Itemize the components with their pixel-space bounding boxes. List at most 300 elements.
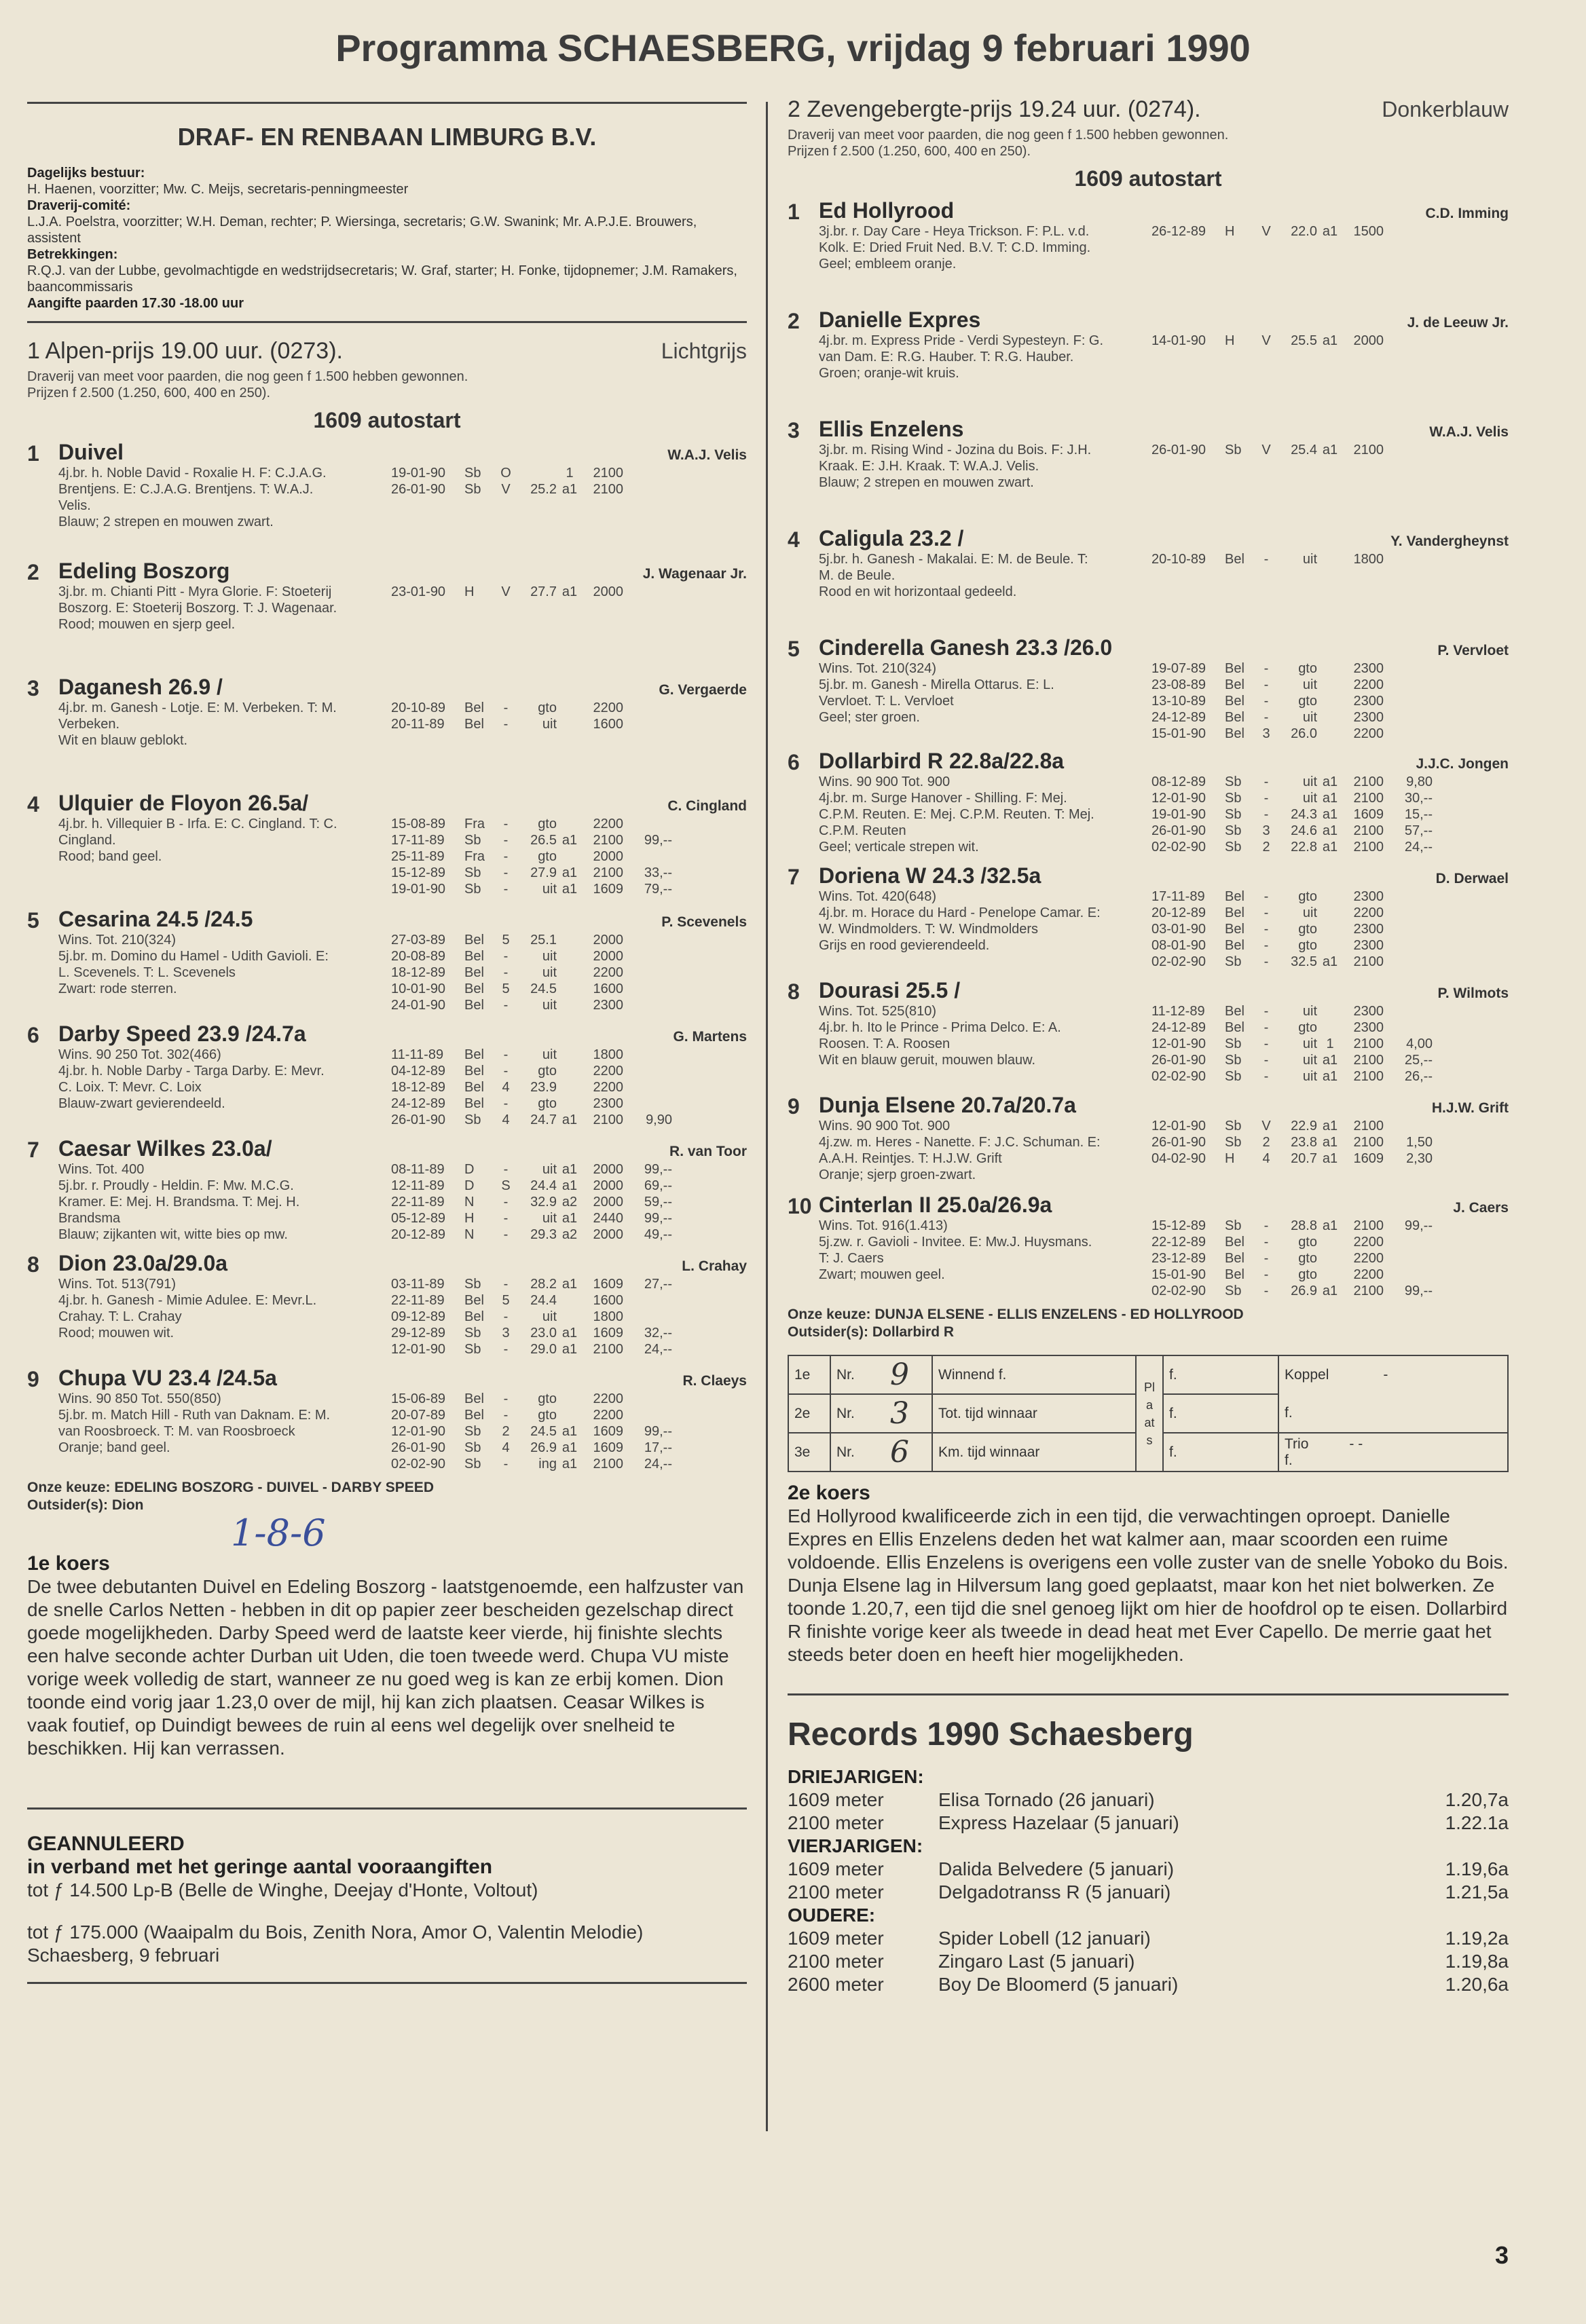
horse-name: Darby Speed 23.9 /24.7a xyxy=(58,1022,306,1046)
form-cell: 2100 xyxy=(593,482,623,497)
horse-form xyxy=(1151,1003,1509,1085)
left-column xyxy=(27,102,747,2324)
horse-details xyxy=(819,551,1509,600)
form-cell: 02-02-90 xyxy=(1151,1069,1206,1084)
form-cell: 12-01-90 xyxy=(391,1342,446,1357)
form-cell: - xyxy=(503,700,509,715)
form-cell: 18-12-89 xyxy=(391,965,446,980)
horse-header xyxy=(819,1193,1509,1218)
form-row xyxy=(391,481,747,498)
form-cell: 2200 xyxy=(1353,1251,1384,1266)
form-cell: Bel xyxy=(1225,726,1244,741)
form-cell: a1 xyxy=(1322,791,1338,806)
form-row xyxy=(1151,1150,1509,1167)
race1-conditions-line: Draverij van meet voor paarden, die nog geen f 1.500 hebben gewonnen. xyxy=(27,369,468,384)
form-cell: Sb xyxy=(464,1424,481,1439)
race2-comment: Ed Hollyrood kwalificeerde zich in een tijd, die verwachtingen oproept. Danielle Expres en Ellis Enzelens deden het wat kalmer aan, maar scoorden een ruime voldoende. Ellis Enzelens is overigens een volle zuster van de snelle Yoboko du Bois. Dunja Elsene lag in Hilversum lang goed geplaatst, maar kon het niet bolwerken. Ze toonde 1.20,7, een tijd die snel genoeg lijkt om hier de hoofdrol op te eisen. Dollarbird R finishte vorige keer als tweede in dead heat met Ever Capello. De merrie gaat het steeds beter doen en heeft hier mogelijkheden. xyxy=(788,1505,1509,1665)
record-holder: Boy De Bloomerd (5 januari) xyxy=(938,1974,1179,1995)
form-cell: 2 xyxy=(1262,1135,1270,1150)
results-row xyxy=(788,1355,1508,1394)
horse-entry xyxy=(27,440,747,530)
horse-details xyxy=(819,1003,1509,1085)
form-cell: a1 xyxy=(561,1162,578,1177)
form-cell: Sb xyxy=(1225,840,1242,855)
form-row xyxy=(391,932,747,948)
race2-keuze xyxy=(788,1306,1509,1341)
result-label: Tot. tijd winnaar xyxy=(932,1394,1136,1433)
form-cell: a1 xyxy=(561,1178,578,1193)
horse-info-line: Wins. Tot. 400 xyxy=(58,1162,145,1177)
form-cell: - xyxy=(503,998,509,1013)
form-cell xyxy=(1384,888,1433,905)
horse-header xyxy=(819,417,1509,442)
horse-details xyxy=(819,223,1509,272)
form-cell: - xyxy=(1264,710,1269,725)
form-cell xyxy=(557,716,583,732)
form-cell: 09-12-89 xyxy=(391,1309,446,1324)
form-cell: Bel xyxy=(1225,552,1244,567)
handwritten-note: 1-8-6 xyxy=(231,1512,326,1554)
form-cell xyxy=(557,1391,583,1407)
form-cell: - xyxy=(1264,1069,1269,1084)
form-cell xyxy=(1317,1003,1343,1019)
form-row xyxy=(391,948,747,964)
form-cell: uit xyxy=(1302,1069,1317,1084)
horse-details xyxy=(819,442,1509,491)
form-cell: 2100 xyxy=(1353,1036,1384,1051)
form-cell: 26.5 xyxy=(530,833,557,848)
form-cell: 26-01-90 xyxy=(1151,823,1206,838)
horse-name: Dion 23.0a/29.0a xyxy=(58,1251,228,1275)
horse-info-line: Kraak. E: J.H. Kraak. T: W.A.J. Velis. xyxy=(819,459,1039,474)
horse-form xyxy=(1151,442,1509,491)
form-cell: a1 xyxy=(1322,823,1338,838)
form-cell: gto xyxy=(1298,1251,1317,1266)
horse-body xyxy=(819,198,1509,272)
horse-details xyxy=(819,1218,1509,1299)
form-cell xyxy=(557,948,583,964)
form-cell: 2000 xyxy=(593,949,623,964)
form-cell: - xyxy=(1264,938,1269,953)
form-cell: - xyxy=(503,1096,509,1111)
horse-info-line: Brentjens. E: C.J.A.G. Brentjens. T: W.A.J. xyxy=(58,482,314,497)
form-cell: V xyxy=(501,482,511,497)
race2-comment-title: 2e koers xyxy=(788,1482,870,1504)
form-cell: 24-01-90 xyxy=(391,998,446,1013)
horse-name: Edeling Boszorg xyxy=(58,559,230,583)
form-cell: a1 xyxy=(561,1277,578,1292)
horse-body xyxy=(819,635,1509,742)
form-cell: gto xyxy=(1298,694,1317,709)
horse-info-line: Blauw; zijkanten wit, witte bies op mw. xyxy=(58,1227,288,1242)
horse-form xyxy=(1151,551,1509,600)
horse-info-line: 4j.zw. m. Heres - Nanette. F: J.C. Schuman. E: xyxy=(819,1135,1101,1150)
result-label: Km. tijd winnaar xyxy=(932,1433,1136,1472)
horse-info xyxy=(819,774,1151,855)
form-cell: Sb xyxy=(464,482,481,497)
form-cell: 26-01-90 xyxy=(391,482,446,497)
plaats-value: f. xyxy=(1163,1355,1278,1394)
form-cell: 59,-- xyxy=(644,1195,672,1210)
horse-details xyxy=(819,333,1509,381)
horse-info xyxy=(819,1118,1151,1183)
form-cell: 19-01-90 xyxy=(1151,807,1206,822)
form-cell: 10-01-90 xyxy=(391,981,446,996)
form-cell: a1 xyxy=(1322,1218,1338,1233)
form-cell: 1500 xyxy=(1353,224,1384,239)
form-cell: Bel xyxy=(464,1293,484,1308)
form-cell: uit xyxy=(542,1162,557,1177)
form-cell: 2300 xyxy=(1353,889,1384,904)
page-title: Programma SCHAESBERG, vrijdag 9 februari 1990 xyxy=(335,26,1251,69)
form-cell: a1 xyxy=(1322,954,1338,969)
horse-info-line: 4j.br. h. Villequier B - Irfa. E: C. Cingland. T: C. xyxy=(58,817,337,831)
form-cell: 17-11-89 xyxy=(1151,889,1205,904)
rule xyxy=(27,1807,747,1810)
form-cell xyxy=(1384,1019,1433,1036)
form-cell: 03-11-89 xyxy=(391,1277,445,1292)
form-row xyxy=(391,1194,747,1210)
form-cell: 26.0 xyxy=(1291,726,1317,741)
horse-name: Ulquier de Floyon 26.5a/ xyxy=(58,791,309,815)
form-row xyxy=(391,964,747,981)
horse-body xyxy=(819,749,1509,855)
form-row xyxy=(391,1456,747,1472)
form-cell: - xyxy=(503,1457,509,1472)
horse-number: 4 xyxy=(27,792,39,817)
horse-details xyxy=(58,584,747,633)
form-cell: - xyxy=(503,1277,509,1292)
horse-entry xyxy=(27,559,747,633)
form-cell: uit xyxy=(1302,552,1317,567)
form-cell: 4 xyxy=(502,1080,510,1095)
form-cell: a1 xyxy=(561,1112,578,1127)
form-cell: 4 xyxy=(1262,1151,1270,1166)
horse-header xyxy=(819,526,1509,551)
form-cell: - xyxy=(1264,677,1269,692)
form-cell: 15-06-89 xyxy=(391,1391,446,1406)
form-cell: 32.5 xyxy=(1291,954,1317,969)
record-row xyxy=(788,1927,1509,1950)
form-cell: 24.4 xyxy=(530,1293,557,1308)
form-cell: 27-03-89 xyxy=(391,933,446,948)
organization-name: DRAF- EN RENBAAN LIMBURG B.V. xyxy=(177,123,597,151)
records-list xyxy=(788,1765,1509,1996)
form-cell: Sb xyxy=(1225,823,1242,838)
cancelled-line-3: Schaesberg, 9 februari xyxy=(27,1945,220,1966)
race1-color: Lichtgrijs xyxy=(661,339,747,363)
form-cell: 02-02-90 xyxy=(391,1457,446,1472)
form-cell: 2300 xyxy=(1353,710,1384,725)
form-row xyxy=(1151,223,1509,240)
form-cell: - xyxy=(503,1211,509,1226)
form-cell: 12-01-90 xyxy=(1151,1036,1206,1051)
form-cell: 32,-- xyxy=(644,1326,672,1341)
form-cell: gto xyxy=(538,849,557,864)
form-cell: Bel xyxy=(1225,1004,1244,1019)
horse-info-line: Wins. Tot. 210(324) xyxy=(819,661,937,676)
form-row xyxy=(1151,1052,1509,1068)
form-cell: 25.2 xyxy=(530,482,557,497)
records-group-title: OUDERE: xyxy=(788,1905,876,1926)
horse-driver: R. van Toor xyxy=(669,1144,747,1159)
form-cell xyxy=(557,1309,583,1325)
form-cell: - xyxy=(503,1195,509,1210)
plaats-value: f. xyxy=(1163,1394,1278,1433)
race1-prizes: Prijzen f 2.500 (1.250, 600, 400 en 250). xyxy=(27,386,271,400)
form-cell: 99,-- xyxy=(1404,1283,1433,1298)
form-cell: Sb xyxy=(1225,791,1242,806)
form-cell: a1 xyxy=(561,882,578,897)
form-cell xyxy=(623,964,672,981)
form-cell: 4,00 xyxy=(1406,1036,1433,1051)
horse-header xyxy=(58,1251,747,1276)
form-cell: 2100 xyxy=(593,466,623,481)
form-cell: - xyxy=(503,1391,509,1406)
horse-driver: Y. Vandergheynst xyxy=(1390,533,1509,549)
form-cell: 19-01-90 xyxy=(391,882,446,897)
form-cell xyxy=(1384,551,1433,567)
horse-number: 5 xyxy=(27,908,39,933)
horse-info-line: Oranje; band geel. xyxy=(58,1440,170,1455)
form-cell: 20-10-89 xyxy=(1151,552,1206,567)
record-row xyxy=(788,1858,1509,1881)
form-row xyxy=(391,1210,747,1226)
form-cell: 99,-- xyxy=(644,1162,672,1177)
horse-header xyxy=(819,978,1509,1003)
form-cell: 2300 xyxy=(1353,1020,1384,1035)
horse-body xyxy=(58,791,747,897)
form-cell xyxy=(1384,937,1433,954)
form-cell: 20-07-89 xyxy=(391,1408,446,1423)
form-cell xyxy=(623,948,672,964)
form-cell: uit xyxy=(1302,677,1317,692)
horse-name: Caligula 23.2 / xyxy=(819,526,964,550)
form-row xyxy=(391,1309,747,1325)
horse-form xyxy=(1151,888,1509,970)
form-cell: 2000 xyxy=(593,1162,623,1177)
horse-name: Cesarina 24.5 /24.5 xyxy=(58,907,253,931)
form-cell: - xyxy=(1264,1004,1269,1019)
records-title: Records 1990 Schaesberg xyxy=(788,1717,1194,1753)
form-row xyxy=(391,1440,747,1456)
horse-driver: W.A.J. Velis xyxy=(1429,424,1509,440)
form-cell: Sb xyxy=(464,1112,481,1127)
horse-driver: L. Crahay xyxy=(682,1258,747,1274)
form-cell: Sb xyxy=(464,1342,481,1357)
horse-body xyxy=(819,526,1509,600)
form-cell: 2300 xyxy=(593,998,623,1013)
horse-body xyxy=(58,1251,747,1357)
horse-info xyxy=(819,1003,1151,1085)
rule xyxy=(27,1982,747,1984)
form-cell: 2200 xyxy=(1353,726,1384,741)
form-cell: a1 xyxy=(561,584,578,599)
form-cell: 32.9 xyxy=(530,1195,557,1210)
form-cell: 12-01-90 xyxy=(1151,1119,1206,1133)
form-cell: 20-11-89 xyxy=(391,717,445,732)
form-cell: 24.3 xyxy=(1291,807,1317,822)
form-cell: - xyxy=(503,817,509,831)
form-cell: Bel xyxy=(1225,1235,1244,1250)
horse-details xyxy=(819,888,1509,970)
form-cell: - xyxy=(503,1047,509,1062)
form-cell: 02-02-90 xyxy=(1151,954,1206,969)
horse-info xyxy=(58,465,391,530)
horse-details xyxy=(819,660,1509,742)
form-row xyxy=(1151,1283,1509,1299)
horse-info-line: 4j.br. m. Horace du Hard - Penelope Camar. E: xyxy=(819,905,1101,920)
form-cell: 3 xyxy=(1262,823,1270,838)
horse-form xyxy=(391,584,747,633)
horse-info xyxy=(819,333,1151,381)
outsider: Outsider(s): Dion xyxy=(27,1497,144,1513)
form-cell: 20-10-89 xyxy=(391,700,446,715)
horse-driver: H.J.W. Grift xyxy=(1431,1100,1509,1116)
horse-info-line: Roosen. T: A. Roosen xyxy=(819,1036,951,1051)
horse-entry xyxy=(788,863,1509,970)
form-cell xyxy=(623,465,672,481)
form-cell: gto xyxy=(1298,922,1317,937)
form-cell: 2300 xyxy=(1353,922,1384,937)
form-cell: 2100 xyxy=(1353,954,1384,969)
horse-number: 2 xyxy=(788,309,800,333)
form-cell: Bel xyxy=(464,1064,484,1079)
record-distance: 2100 meter xyxy=(788,1951,884,1972)
form-cell xyxy=(557,1292,583,1309)
form-cell: 24.6 xyxy=(1291,823,1317,838)
horse-info-line: Wins. 90 850 Tot. 550(850) xyxy=(58,1391,221,1406)
form-cell: 22-12-89 xyxy=(1151,1235,1206,1250)
horse-entry xyxy=(27,675,747,749)
horse-details xyxy=(58,700,747,749)
form-cell xyxy=(623,1063,672,1079)
form-cell: 33,-- xyxy=(644,865,672,880)
form-cell: Bel xyxy=(464,1408,484,1423)
form-cell: 29-12-89 xyxy=(391,1326,446,1341)
form-cell: 2100 xyxy=(1353,1053,1384,1068)
form-cell xyxy=(1384,693,1433,709)
form-cell: Sb xyxy=(1225,774,1242,789)
form-cell xyxy=(557,1095,583,1112)
record-row xyxy=(788,1881,1509,1904)
form-cell: 4 xyxy=(502,1440,510,1455)
horse-name: Chupa VU 23.4 /24.5a xyxy=(58,1366,277,1390)
form-cell: 29.0 xyxy=(530,1342,557,1357)
horse-body xyxy=(58,559,747,633)
form-cell: a1 xyxy=(561,1342,578,1357)
form-cell: - xyxy=(1264,1053,1269,1068)
form-cell: - xyxy=(1264,807,1269,822)
form-cell: 3 xyxy=(502,1326,510,1341)
horse-info-line: Velis. xyxy=(58,498,91,513)
horse-info-line: Rood; mouwen en sjerp geel. xyxy=(58,617,236,632)
form-row xyxy=(1151,660,1509,677)
form-row xyxy=(1151,1218,1509,1234)
form-cell xyxy=(623,816,672,832)
race1-distance: 1609 autostart xyxy=(313,408,461,432)
form-row xyxy=(391,881,747,897)
form-cell: gto xyxy=(1298,1020,1317,1035)
horse-header xyxy=(58,1022,747,1047)
horse-name: Ed Hollyrood xyxy=(819,198,955,223)
form-row xyxy=(1151,1250,1509,1267)
form-cell xyxy=(623,1391,672,1407)
horse-info xyxy=(819,660,1151,742)
horse-form xyxy=(391,700,747,749)
record-holder: Elisa Tornado (26 januari) xyxy=(938,1789,1155,1810)
form-cell: - xyxy=(1264,661,1269,676)
horse-header xyxy=(58,1366,747,1391)
horse-header xyxy=(58,559,747,584)
horse-info-line: Cingland. xyxy=(58,833,116,848)
horse-info-line: Rood; band geel. xyxy=(58,849,162,864)
form-cell: V xyxy=(1261,333,1271,348)
form-cell xyxy=(1384,660,1433,677)
form-cell: 15-12-89 xyxy=(1151,1218,1206,1233)
form-cell: 24-12-89 xyxy=(391,1096,446,1111)
form-cell xyxy=(557,816,583,832)
form-cell: 11-12-89 xyxy=(1151,1004,1205,1019)
form-row xyxy=(391,465,747,481)
horse-driver: G. Martens xyxy=(673,1029,747,1045)
horse-info-line: Kolk. E: Dried Fruit Ned. B.V. T: C.D. Imming. xyxy=(819,240,1091,255)
form-row xyxy=(1151,677,1509,693)
form-cell xyxy=(557,1063,583,1079)
form-cell: uit xyxy=(1302,774,1317,789)
form-cell xyxy=(1384,954,1433,970)
form-cell: 20-12-89 xyxy=(391,1227,446,1242)
form-cell: 69,-- xyxy=(644,1178,672,1193)
form-cell: Bel xyxy=(464,1080,484,1095)
horse-number: 8 xyxy=(27,1252,39,1277)
form-cell xyxy=(1384,442,1433,458)
form-cell: 1609 xyxy=(593,1326,623,1341)
race2-prizes: Prijzen f 2.500 (1.250, 600, 400 en 250). xyxy=(788,144,1031,159)
form-cell: 20.7 xyxy=(1291,1151,1317,1166)
form-cell: Sb xyxy=(1225,954,1242,969)
form-cell xyxy=(1384,1250,1433,1267)
horse-info-line: Wit en blauw geblokt. xyxy=(58,733,188,748)
result-position: 3e xyxy=(788,1433,830,1472)
form-cell: 2300 xyxy=(1353,661,1384,676)
form-cell xyxy=(557,1047,583,1063)
form-cell xyxy=(1384,1267,1433,1283)
form-cell: 2100 xyxy=(1353,840,1384,855)
form-cell: 2,30 xyxy=(1406,1151,1433,1166)
horse-number: 9 xyxy=(788,1094,800,1119)
form-cell: 29.3 xyxy=(530,1227,557,1242)
horse-number: 5 xyxy=(788,637,800,661)
horse-name: Ellis Enzelens xyxy=(819,417,964,441)
form-row xyxy=(1151,921,1509,937)
form-cell: 08-11-89 xyxy=(391,1162,445,1177)
form-row xyxy=(1151,905,1509,921)
horse-header xyxy=(58,791,747,816)
horse-info-line: Zwart: rode sterren. xyxy=(58,981,177,996)
form-cell: 2200 xyxy=(593,1080,623,1095)
outsider: Outsider(s): Dollarbird R xyxy=(788,1324,955,1340)
form-cell xyxy=(557,848,583,865)
form-row xyxy=(391,1095,747,1112)
record-distance: 1609 meter xyxy=(788,1789,884,1810)
form-cell: Bel xyxy=(464,949,484,964)
race1-title: 1 Alpen-prijs 19.00 uur. (0273). xyxy=(27,338,343,364)
horse-name: Dollarbird R 22.8a/22.8a xyxy=(819,749,1065,773)
form-row xyxy=(391,997,747,1013)
form-cell: 24.4 xyxy=(530,1178,557,1193)
form-cell: uit xyxy=(542,998,557,1013)
